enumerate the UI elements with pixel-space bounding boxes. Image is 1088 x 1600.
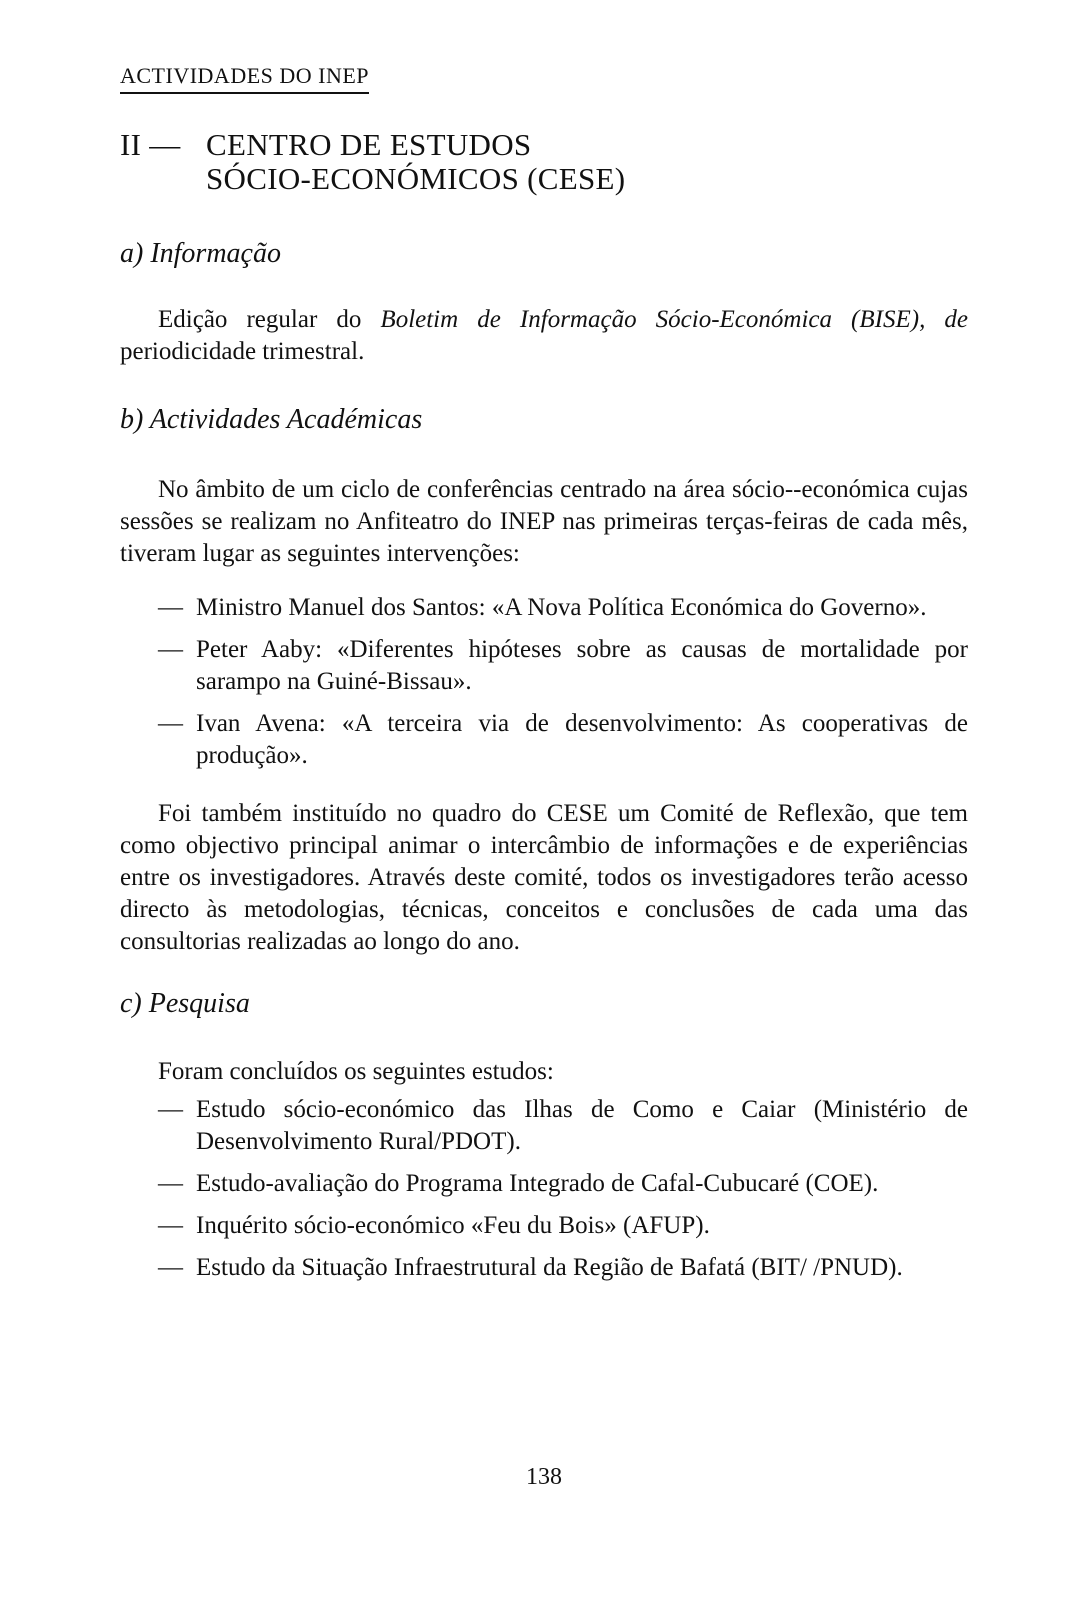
chapter-heading — [120, 128, 968, 196]
list-item-text: Inquérito sócio-económico «Feu du Bois» (AFUP). — [196, 1212, 710, 1239]
list-item — [120, 708, 968, 772]
section-a-paragraph — [120, 304, 968, 368]
section-a-text-pre: Edição regular do — [158, 306, 381, 333]
bulletin-title: Boletim de Informação Sócio-Económica (BISE), de — [380, 306, 968, 333]
section-a-heading: a) Informação — [120, 238, 281, 269]
conference-list — [120, 592, 968, 772]
chapter-title — [206, 128, 625, 196]
list-item-text: Estudo-avaliação do Programa Integrado de Cafal-Cubucaré (COE). — [196, 1170, 879, 1197]
list-item-text: Estudo da Situação Infraestrutural da Região de Bafatá (BIT/ /PNUD). — [196, 1254, 903, 1281]
section-c-heading: c) Pesquisa — [120, 988, 250, 1019]
chapter-title-line-2: SÓCIO-ECONÓMICOS (CESE) — [206, 161, 626, 196]
dash-marker: — — [158, 1212, 183, 1239]
dash-marker: — — [158, 594, 183, 621]
list-item-text: Ministro Manuel dos Santos: «A Nova Política Económica do Governo». — [196, 594, 927, 621]
document-page — [120, 62, 968, 1294]
chapter-title-line-1: CENTRO DE ESTUDOS — [206, 127, 532, 162]
section-b-intro: No âmbito de um ciclo de conferências centrado na área sócio--económica cujas sessões se realizam no Anfiteatro do INEP nas primeiras terças-feiras de cada mês, tiveram lugar as seguintes intervenções: — [120, 476, 968, 567]
list-item — [120, 592, 968, 624]
list-item — [120, 1210, 968, 1242]
dash-marker: — — [158, 1096, 183, 1123]
list-item-text: Ivan Avena: «A terceira via de desenvolvimento: As cooperativas de produção». — [196, 710, 968, 769]
list-item — [120, 1094, 968, 1158]
chapter-number: II — — [120, 127, 181, 162]
list-item-text: Estudo sócio-económico das Ilhas de Como e Caiar (Ministério de Desenvolvimento Rural/PDOT). — [196, 1096, 968, 1155]
list-item — [120, 634, 968, 698]
dash-marker: — — [158, 636, 183, 663]
section-b-closing: Foi também instituído no quadro do CESE um Comité de Reflexão, que tem como objectivo principal animar o intercâmbio de informações e de experiências entre os investigadores. Através deste comité, todos os investigadores terão acesso directo às metodologias, técnicas, conceitos e conclusões de cada uma das consultorias realizadas ao longo do ano. — [120, 800, 968, 955]
running-head: ACTIVIDADES DO INEP — [120, 62, 369, 94]
section-b-heading: b) Actividades Académicas — [120, 404, 423, 435]
dash-marker: — — [158, 710, 183, 737]
page-number: 138 — [526, 1464, 562, 1490]
studies-list — [120, 1094, 968, 1284]
section-c-intro: Foram concluídos os seguintes estudos: — [158, 1058, 554, 1085]
list-item — [120, 1252, 968, 1284]
section-a-text-post: periodicidade trimestral. — [120, 338, 365, 365]
dash-marker: — — [158, 1254, 183, 1281]
dash-marker: — — [158, 1170, 183, 1197]
list-item-text: Peter Aaby: «Diferentes hipóteses sobre as causas de mortalidade por sarampo na Guiné-Bissau». — [196, 636, 968, 695]
list-item — [120, 1168, 968, 1200]
